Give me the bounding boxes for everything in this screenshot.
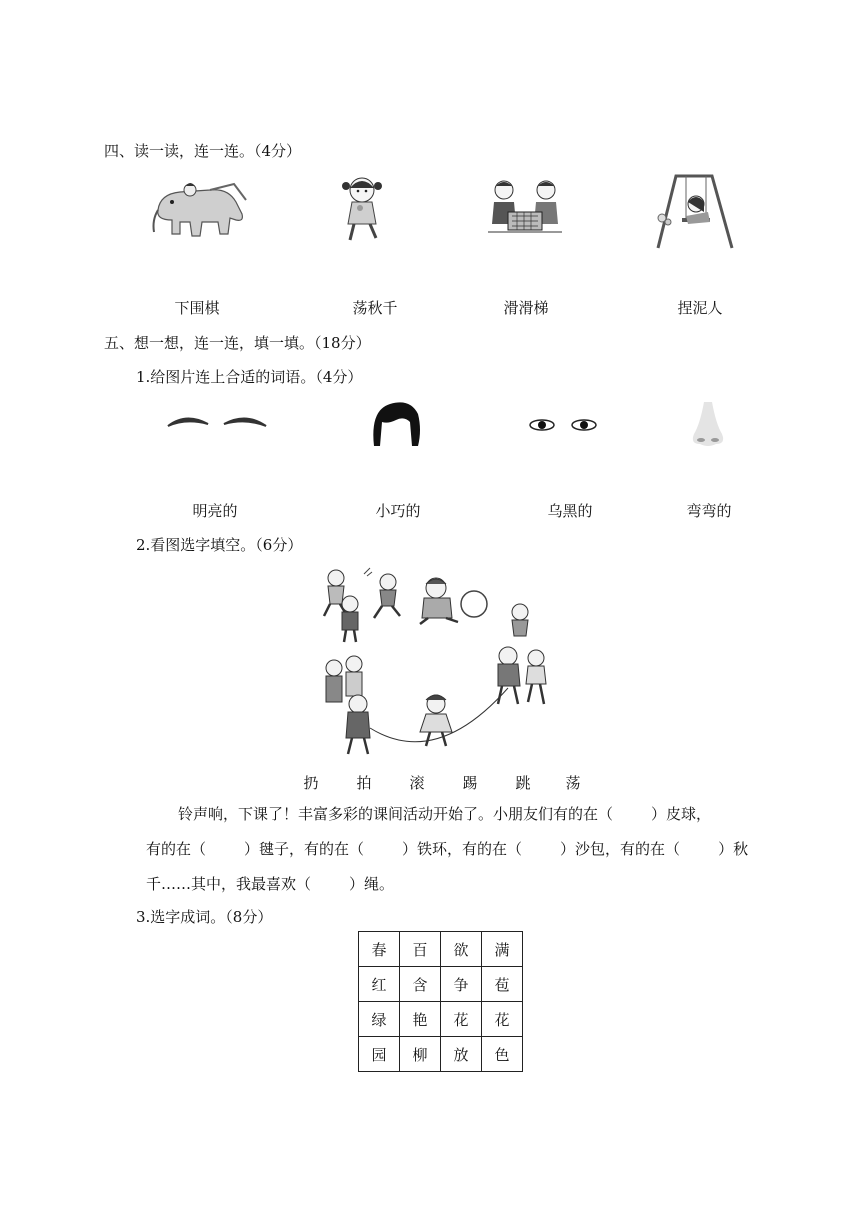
word-slide: 滑滑梯 [503, 299, 549, 317]
passage-line-1: 铃声响，下课了！丰富多彩的课间活动开始了。小朋友们有的在（ ）皮球， [178, 805, 712, 823]
word-bright: 明亮的 [192, 502, 238, 520]
choice-tiao: 跳 [515, 774, 531, 792]
elephant-slide-picture [150, 180, 250, 242]
word-curved: 弯弯的 [686, 502, 732, 520]
q3-title: 3.选字成词。（8分） [136, 908, 273, 926]
grid-cell[interactable]: 园 [359, 1037, 400, 1072]
grid-cell[interactable]: 花 [482, 1002, 523, 1037]
word-dark: 乌黑的 [547, 502, 593, 520]
grid-cell[interactable]: 绿 [359, 1002, 400, 1037]
grid-cell[interactable]: 争 [441, 967, 482, 1002]
grid-cell[interactable]: 苞 [482, 967, 523, 1002]
choice-dang: 荡 [565, 774, 581, 792]
passage-line-2: 有的在（ ）毽子，有的在（ ）铁环，有的在（ ）沙包，有的在（ ）秋 [146, 840, 749, 858]
grid-cell[interactable]: 满 [482, 932, 523, 967]
passage-line-3: 千……其中，我最喜欢（ ）绳。 [146, 875, 395, 893]
grid-cell[interactable]: 放 [441, 1037, 482, 1072]
character-grid [358, 931, 523, 1072]
choice-reng: 扔 [303, 774, 319, 792]
grid-cell[interactable]: 红 [359, 967, 400, 1002]
black-hair-picture [370, 400, 422, 450]
grid-cell[interactable]: 百 [400, 932, 441, 967]
eyes-picture [528, 416, 600, 434]
girl-swing-picture [650, 172, 740, 250]
choice-gun: 滚 [409, 774, 425, 792]
grid-cell[interactable]: 艳 [400, 1002, 441, 1037]
playground-activities-picture [312, 564, 562, 756]
grid-cell[interactable]: 含 [400, 967, 441, 1002]
nose-picture [686, 400, 730, 448]
section-5-title: 五、想一想，连一连，填一填。（18分） [104, 334, 371, 352]
choice-ti: 踢 [462, 774, 478, 792]
section-4-title: 四、读一读，连一连。（4分） [104, 142, 302, 160]
choice-pai: 拍 [356, 774, 372, 792]
word-clay: 捏泥人 [677, 299, 723, 317]
word-small: 小巧的 [375, 502, 421, 520]
q2-title: 2.看图选字填空。（6分） [136, 536, 303, 554]
grid-cell[interactable]: 色 [482, 1037, 523, 1072]
word-swing: 荡秋千 [352, 299, 398, 317]
q1-title: 1.给图片连上合适的词语。（4分） [136, 368, 363, 386]
boys-chess-picture [486, 176, 564, 242]
grid-cell[interactable]: 花 [441, 1002, 482, 1037]
grid-cell[interactable]: 柳 [400, 1037, 441, 1072]
grid-cell[interactable]: 春 [359, 932, 400, 967]
word-weiqi: 下围棋 [174, 299, 220, 317]
eyebrows-picture [166, 410, 268, 434]
girl-clay-picture [332, 172, 392, 244]
grid-cell[interactable]: 欲 [441, 932, 482, 967]
